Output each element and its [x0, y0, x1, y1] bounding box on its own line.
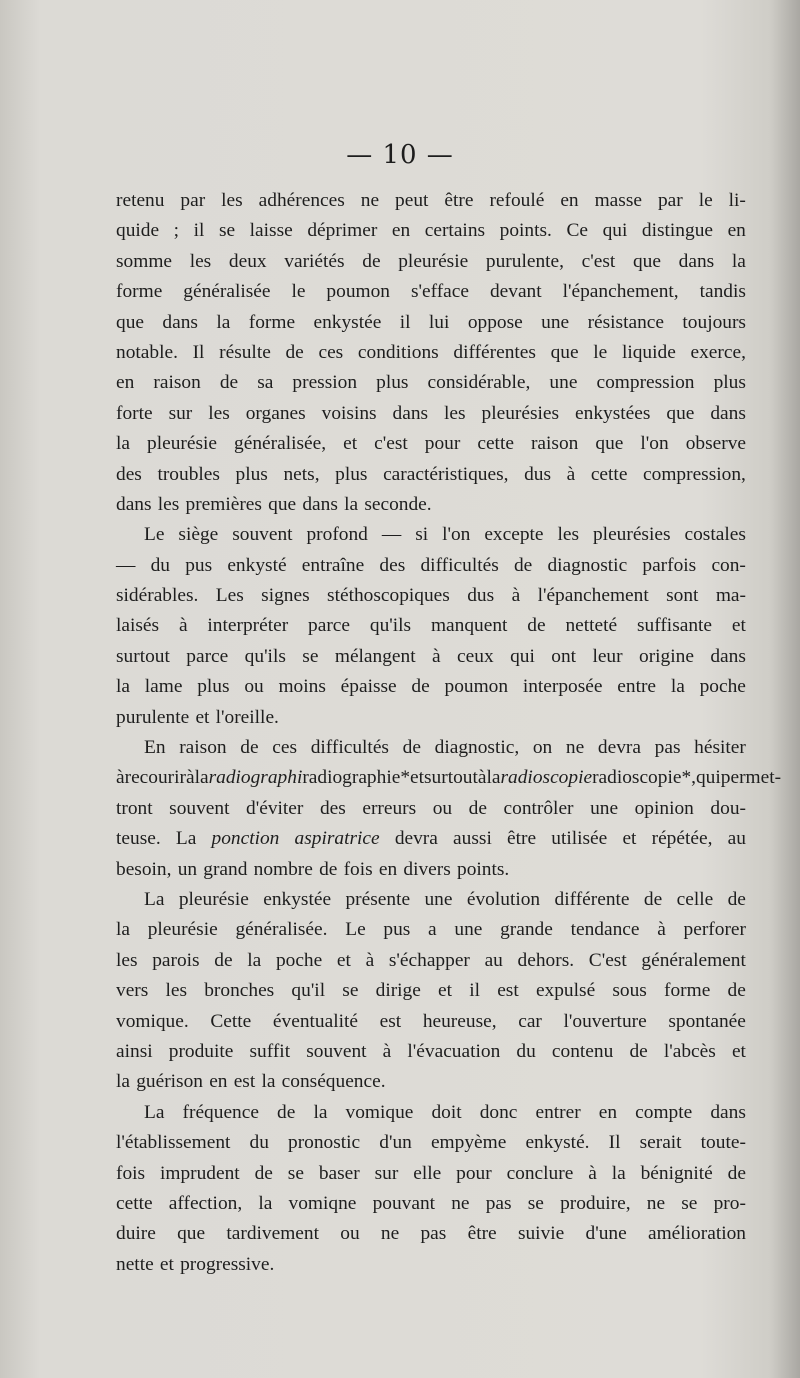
page-number: — 10 —	[346, 140, 454, 170]
text-line: ainsi produite suffit souvent à l'évacuation du contenu de l'abcès et	[116, 1040, 746, 1062]
text-line: vomique. Cette éventualité est heureuse, car l'ouverture spontanée	[116, 1010, 746, 1032]
text-line: retenu par les adhérences ne peut être refoulé en masse par le li-	[116, 190, 746, 211]
text-line: La pleurésie enkystée présente une évolution différente de celle de	[144, 888, 746, 910]
text-line: — du pus enkysté entraîne des difficultés de diagnostic parfois con-	[116, 554, 746, 576]
text-line: des troubles plus nets, plus caractéristiques, dus à cette compression,	[116, 463, 746, 485]
text-line: duire que tardivement ou ne pas être suivie d'une amélioration	[116, 1223, 746, 1245]
text-line: dans les premières que dans la seconde.	[116, 493, 432, 515]
text-line: fois imprudent de se baser sur elle pour conclure à la bénignité de	[116, 1162, 746, 1184]
text-line: la pleurésie généralisée. Le pus a une grande tendance à perforer	[116, 919, 746, 941]
text-line: à recourir à la radiographiradiographie* et surtout à la radioscopieradioscopie*, qui permet-	[116, 767, 782, 789]
paragraph	[116, 520, 746, 733]
paragraph	[116, 885, 746, 1098]
text-line: somme les deux variétés de pleurésie purulente, c'est que dans la	[116, 250, 746, 272]
text-line: l'établissement du pronostic d'un empyème enkysté. Il serait toute-	[116, 1132, 746, 1154]
text-line: la lame plus ou moins épaisse de poumon interposée entre la poche	[116, 676, 746, 698]
text-line: la pleurésie généralisée, et c'est pour cette raison que l'on observe	[116, 433, 746, 455]
paragraph	[116, 186, 746, 520]
text-line: forte sur les organes voisins dans les pleurésies enkystées que dans	[116, 402, 746, 424]
text-line: les parois de la poche et à s'échapper au dehors. C'est généralement	[116, 949, 746, 971]
text-line: tront souvent d'éviter des erreurs ou de contrôler une opinion dou-	[116, 797, 746, 819]
text-line: En raison de ces difficultés de diagnostic, on ne devra pas hésiter	[144, 737, 746, 759]
text-line: notable. Il résulte de ces conditions différentes que le liquide exerce,	[116, 341, 746, 363]
text-line: purulente et l'oreille.	[116, 706, 279, 728]
paragraph	[116, 1098, 746, 1280]
text-line: laisés à interpréter parce qu'ils manquent de netteté suffisante et	[116, 615, 746, 637]
text-line: cette affection, la vomiqne pouvant ne pas se produire, ne se pro-	[116, 1192, 746, 1214]
text-line: nette et progressive.	[116, 1253, 275, 1275]
text-line: sidérables. Les signes stéthoscopiques dus à l'épanchement sont ma-	[116, 585, 746, 607]
text-line: besoin, un grand nombre de fois en divers points.	[116, 858, 510, 880]
text-line: la guérison en est la conséquence.	[116, 1071, 386, 1093]
text-line: La fréquence de la vomique doit donc entrer en compte dans	[144, 1101, 746, 1123]
text-line: en raison de sa pression plus considérable, une compression plus	[116, 372, 746, 394]
body-text	[116, 186, 782, 1280]
text-line: teuse. La ponction aspiratrice devra aussi être utilisée et répétée, au	[116, 828, 746, 850]
text-line: forme généralisée le poumon s'efface devant l'épanchement, tandis	[116, 281, 746, 303]
text-line: Le siège souvent profond — si l'on excepte les pleurésies costales	[144, 524, 746, 546]
paragraph	[116, 733, 782, 885]
text-line: vers les bronches qu'il se dirige et il est expulsé sous forme de	[116, 980, 746, 1002]
text-line: que dans la forme enkystée il lui oppose une résistance toujours	[116, 311, 746, 333]
text-line: quide ; il se laisse déprimer en certains points. Ce qui distingue en	[116, 220, 746, 242]
text-line: surtout parce qu'ils se mélangent à ceux qui ont leur origine dans	[116, 645, 746, 667]
